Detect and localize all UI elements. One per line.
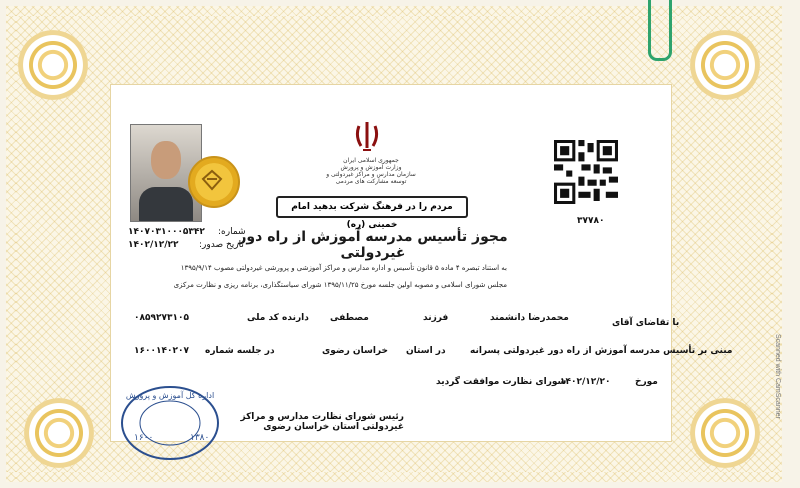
scanner-watermark: Scanned with CamScanner (774, 334, 781, 419)
seal-logo-icon (197, 169, 227, 191)
svg-text:۱۳۸۰: ۱۳۸۰ (190, 433, 210, 443)
child-label: فرزند (423, 313, 449, 323)
approval-text: شورای نظارت موافقت گردید (436, 377, 567, 387)
paper-clip-icon (648, 0, 672, 61)
dated-label: مورخ (635, 377, 658, 387)
qr-code-number: ۳۷۷۸۰ (577, 216, 605, 226)
signatory-title: رئیس شورای نظارت مدارس و مراکز غیردولتی استان خراسان رضوی (240, 412, 404, 432)
svg-text:اداره کل آموزش و پرورش: اداره کل آموزش و پرورش (125, 391, 215, 400)
session-label: در جلسه شماره (205, 346, 275, 356)
corner-rosette-icon (18, 30, 88, 100)
father-name: مصطفی (330, 313, 369, 323)
qr-code-icon (554, 140, 618, 204)
page-title: مجوز تأسیس مدرسه آموزش از راه دور غیردولتی (238, 229, 508, 261)
national-id-label: دارنده کد ملی (247, 313, 309, 323)
province-label: در استان (406, 346, 446, 356)
number-value: ۱۴۰۷۰۳۱۰۰۰۵۳۴۲ (128, 227, 205, 237)
session-number: ۱۶۰۰۱۴۰۲۰۷ (134, 346, 189, 356)
svg-text:۱۶۰۰: ۱۶۰۰ (134, 433, 154, 443)
body-line-2: مجلس شورای اسلامی و مصوبه اولین جلسه مورخ ۱۳۹۵/۱۱/۲۵ شورای سیاستگذاری، برنامه ریزی و نظارت مرکزی (173, 281, 507, 289)
date-value: ۱۴۰۲/۱۲/۲۲ (128, 240, 179, 250)
date-label: تاریخ صدور: (199, 240, 244, 250)
national-id: ۰۸۵۹۲۷۳۱۰۵ (134, 313, 189, 323)
corner-rosette-icon (24, 398, 94, 468)
request-label: با تقاضای آقای (612, 318, 680, 328)
session-date: ۱۴۰۲/۱۲/۲۰ (560, 377, 611, 387)
corner-rosette-icon (690, 398, 760, 468)
iran-emblem-icon (349, 118, 385, 154)
basis-label: مبنی بر تأسیس مدرسه آموزش از راه دور غیردولتی پسرانه (470, 346, 733, 356)
applicant-name: محمدرضا دانشمند (490, 313, 569, 323)
body-line-1: به استناد تبصره ۴ ماده ۵ قانون تأسیس و اداره مدارس و مراکز آموزشی و پرورشی غیردولتی مصوب ۱۳۹۵/۹/۱۴ (180, 264, 507, 272)
ministry-header: جمهوری اسلامی ایران وزارت آموزش و پرورش سازمان مدارس و مراکز غیردولتی و توسعه مشارکت های مردمی (326, 157, 416, 185)
corner-rosette-icon (690, 30, 760, 100)
number-label: شماره: (218, 227, 246, 237)
motto-box: مردم را در فرهنگ شرکت بدهید امام خمینی (ره) (276, 196, 468, 218)
province: خراسان رضوی (322, 346, 388, 356)
